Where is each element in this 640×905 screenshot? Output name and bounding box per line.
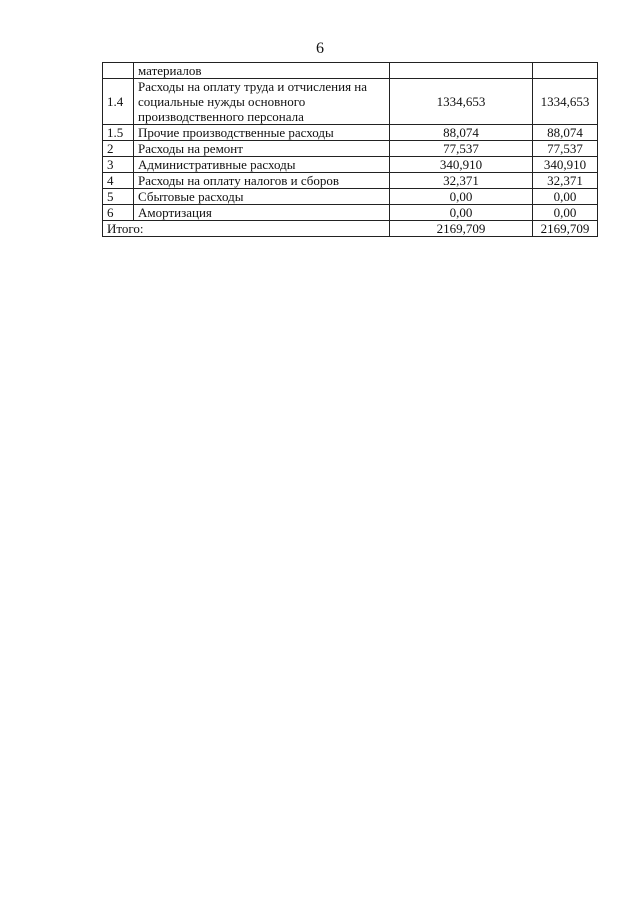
row-value-1: 0,00 bbox=[390, 205, 533, 221]
row-value-2: 0,00 bbox=[533, 205, 598, 221]
row-number: 1.5 bbox=[103, 125, 134, 141]
table-row bbox=[103, 125, 598, 141]
row-number: 6 bbox=[103, 205, 134, 221]
table-row bbox=[103, 205, 598, 221]
row-value-2 bbox=[533, 63, 598, 79]
table-row bbox=[103, 63, 598, 79]
row-name: материалов bbox=[134, 63, 390, 79]
row-value-1: 77,537 bbox=[390, 141, 533, 157]
table-row bbox=[103, 141, 598, 157]
row-value-1: 88,074 bbox=[390, 125, 533, 141]
cost-table bbox=[102, 62, 598, 237]
row-number bbox=[103, 63, 134, 79]
row-name: Амортизация bbox=[134, 205, 390, 221]
row-value-2: 1334,653 bbox=[533, 79, 598, 125]
row-name: Расходы на ремонт bbox=[134, 141, 390, 157]
table-row bbox=[103, 79, 598, 125]
row-number: 3 bbox=[103, 157, 134, 173]
table-row bbox=[103, 157, 598, 173]
page-number: 6 bbox=[316, 40, 324, 57]
row-number: 5 bbox=[103, 189, 134, 205]
row-name: Расходы на оплату налогов и сборов bbox=[134, 173, 390, 189]
total-row bbox=[103, 221, 598, 237]
row-name: Административные расходы bbox=[134, 157, 390, 173]
table-row bbox=[103, 189, 598, 205]
row-name: Прочие производственные расходы bbox=[134, 125, 390, 141]
row-value-1: 1334,653 bbox=[390, 79, 533, 125]
row-value-2: 32,371 bbox=[533, 173, 598, 189]
row-number: 2 bbox=[103, 141, 134, 157]
table-row bbox=[103, 173, 598, 189]
row-value-2: 340,910 bbox=[533, 157, 598, 173]
total-label: Итого: bbox=[103, 221, 390, 237]
row-value-1: 340,910 bbox=[390, 157, 533, 173]
row-number: 4 bbox=[103, 173, 134, 189]
row-value-2: 77,537 bbox=[533, 141, 598, 157]
row-value-2: 0,00 bbox=[533, 189, 598, 205]
row-value-1: 32,371 bbox=[390, 173, 533, 189]
row-value-2: 88,074 bbox=[533, 125, 598, 141]
row-name: Сбытовые расходы bbox=[134, 189, 390, 205]
row-name: Расходы на оплату труда и отчисления на социальные нужды основного производственного персонала bbox=[134, 79, 390, 125]
row-number: 1.4 bbox=[103, 79, 134, 125]
total-value-1: 2169,709 bbox=[390, 221, 533, 237]
row-value-1 bbox=[390, 63, 533, 79]
row-value-1: 0,00 bbox=[390, 189, 533, 205]
total-value-2: 2169,709 bbox=[533, 221, 598, 237]
